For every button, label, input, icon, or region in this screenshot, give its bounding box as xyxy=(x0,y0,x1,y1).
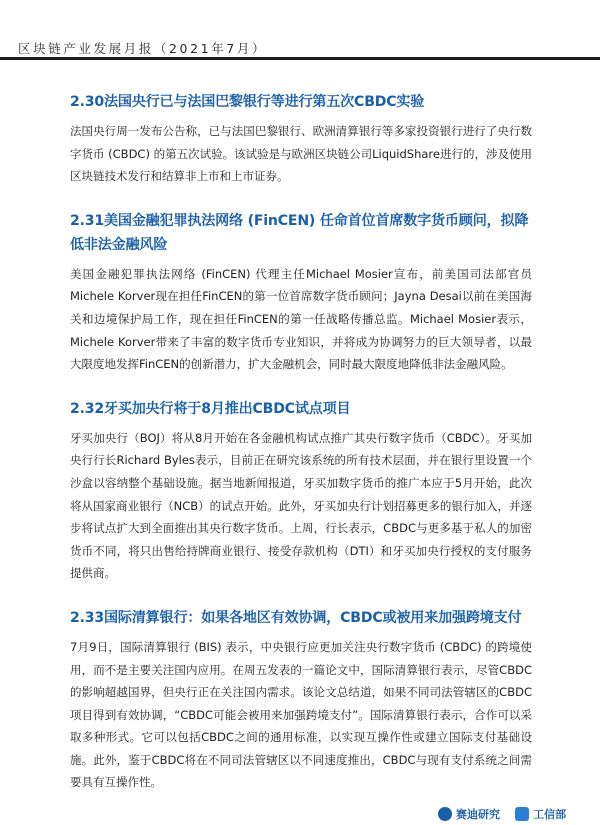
section-title: 2.32牙买加央行将于8月推出CBDC试点项目 xyxy=(70,400,351,417)
article-content xyxy=(70,90,532,815)
section-body: 法国央行周一发布公告称，已与法国巴黎银行、欧洲清算银行等多家投资银行进行了央行数字货币 (CBDC) 的第五次试验。该试验是与欧洲区块链公司LiquidShare进行的，涉及使用区块链技术发行和结算非上市和上市证券。 xyxy=(70,124,532,184)
section-body: 牙买加央行（BOJ）将从8月开始在各金融机构试点推广其央行数字货币（CBDC）。牙买加央行行长Richard Byles表示，目前正在研究该系统的所有技术层面，并在银行里设置一个沙盒以容纳整个基础设施。据当地新闻报道，牙买加数字货币的推广本应于5月开始，此次将从国家商业银行（NCB）的试点开始。此外，牙买加央行计划招募更多的银行加入，并逐步将试点扩大到全面推出其央行数字货币。上周，行长表示，CBDC与更多基于私人的加密货币不同，将只出售给持牌商业银行、接受存款机构（DTI）和牙买加央行授权的支付服务提供商。 xyxy=(70,430,532,581)
section-title: 2.30法国央行已与法国巴黎银行等进行第五次CBDC实验 xyxy=(70,94,425,110)
section-body: 美国金融犯罪执法网络 (FinCEN) 代理主任Michael Mosier宣布，前美国司法部官员Michele Korver现在担任FinCEN的第一位首席数字货币顾问；Jayna Desai以前在美国海关和边境保护局工作，现在担任FinCEN的第一任战略传播总监。Michael Mosier表示，Michele Korver带来了丰富的数字货币专业知识，并将成为协调努力的巨大领导者，以最大限度地发挥FinCEN的创新潜力，扩大金融机会，同时最大限度地降低非法金融风险。 xyxy=(70,266,532,372)
section-2-33 xyxy=(70,606,532,794)
page-header xyxy=(0,0,600,58)
header-divider xyxy=(0,57,600,60)
section-title: 2.33国际清算银行：如果各地区有效协调，CBDC或被用来加强跨境支付 xyxy=(70,609,522,626)
section-title: 2.31美国金融犯罪执法网络 (FinCEN) 任命首位首席数字货币顾问，拟降低非法金融风险 xyxy=(70,212,529,253)
report-title: 区块链产业发展月报（2021年7月） xyxy=(18,41,268,56)
footer-logo-left: 赛迪研究 xyxy=(438,806,500,822)
section-2-30 xyxy=(70,90,532,188)
section-2-32 xyxy=(70,397,532,585)
section-body: 7月9日，国际清算银行 (BIS) 表示，中央银行应更加关注央行数字货币 (CBDC) 的跨境使用，而不是主要关注国内应用。在周五发表的一篇论文中，国际清算银行表示，尽管CBDC的影响超越国界，但央行正在关注国内需求。该论文总结道，如果不同司法管辖区的CBDC项目得到有效协调，“CBDC可能会被用来加强跨境支付”。国际清算银行表示，合作可以采取多种形式。它可以包括CBDC之间的通用标准，以实现互操作性或建立国际支付基础设施。此外，鉴于CBDC将在不同司法管辖区以不同速度推出，CBDC与现有支付系统之间需要具有互操作性。 xyxy=(70,639,532,790)
footer-logo-right: 工信部 xyxy=(515,806,566,822)
footer-logos xyxy=(438,806,576,822)
section-2-31 xyxy=(70,209,532,376)
